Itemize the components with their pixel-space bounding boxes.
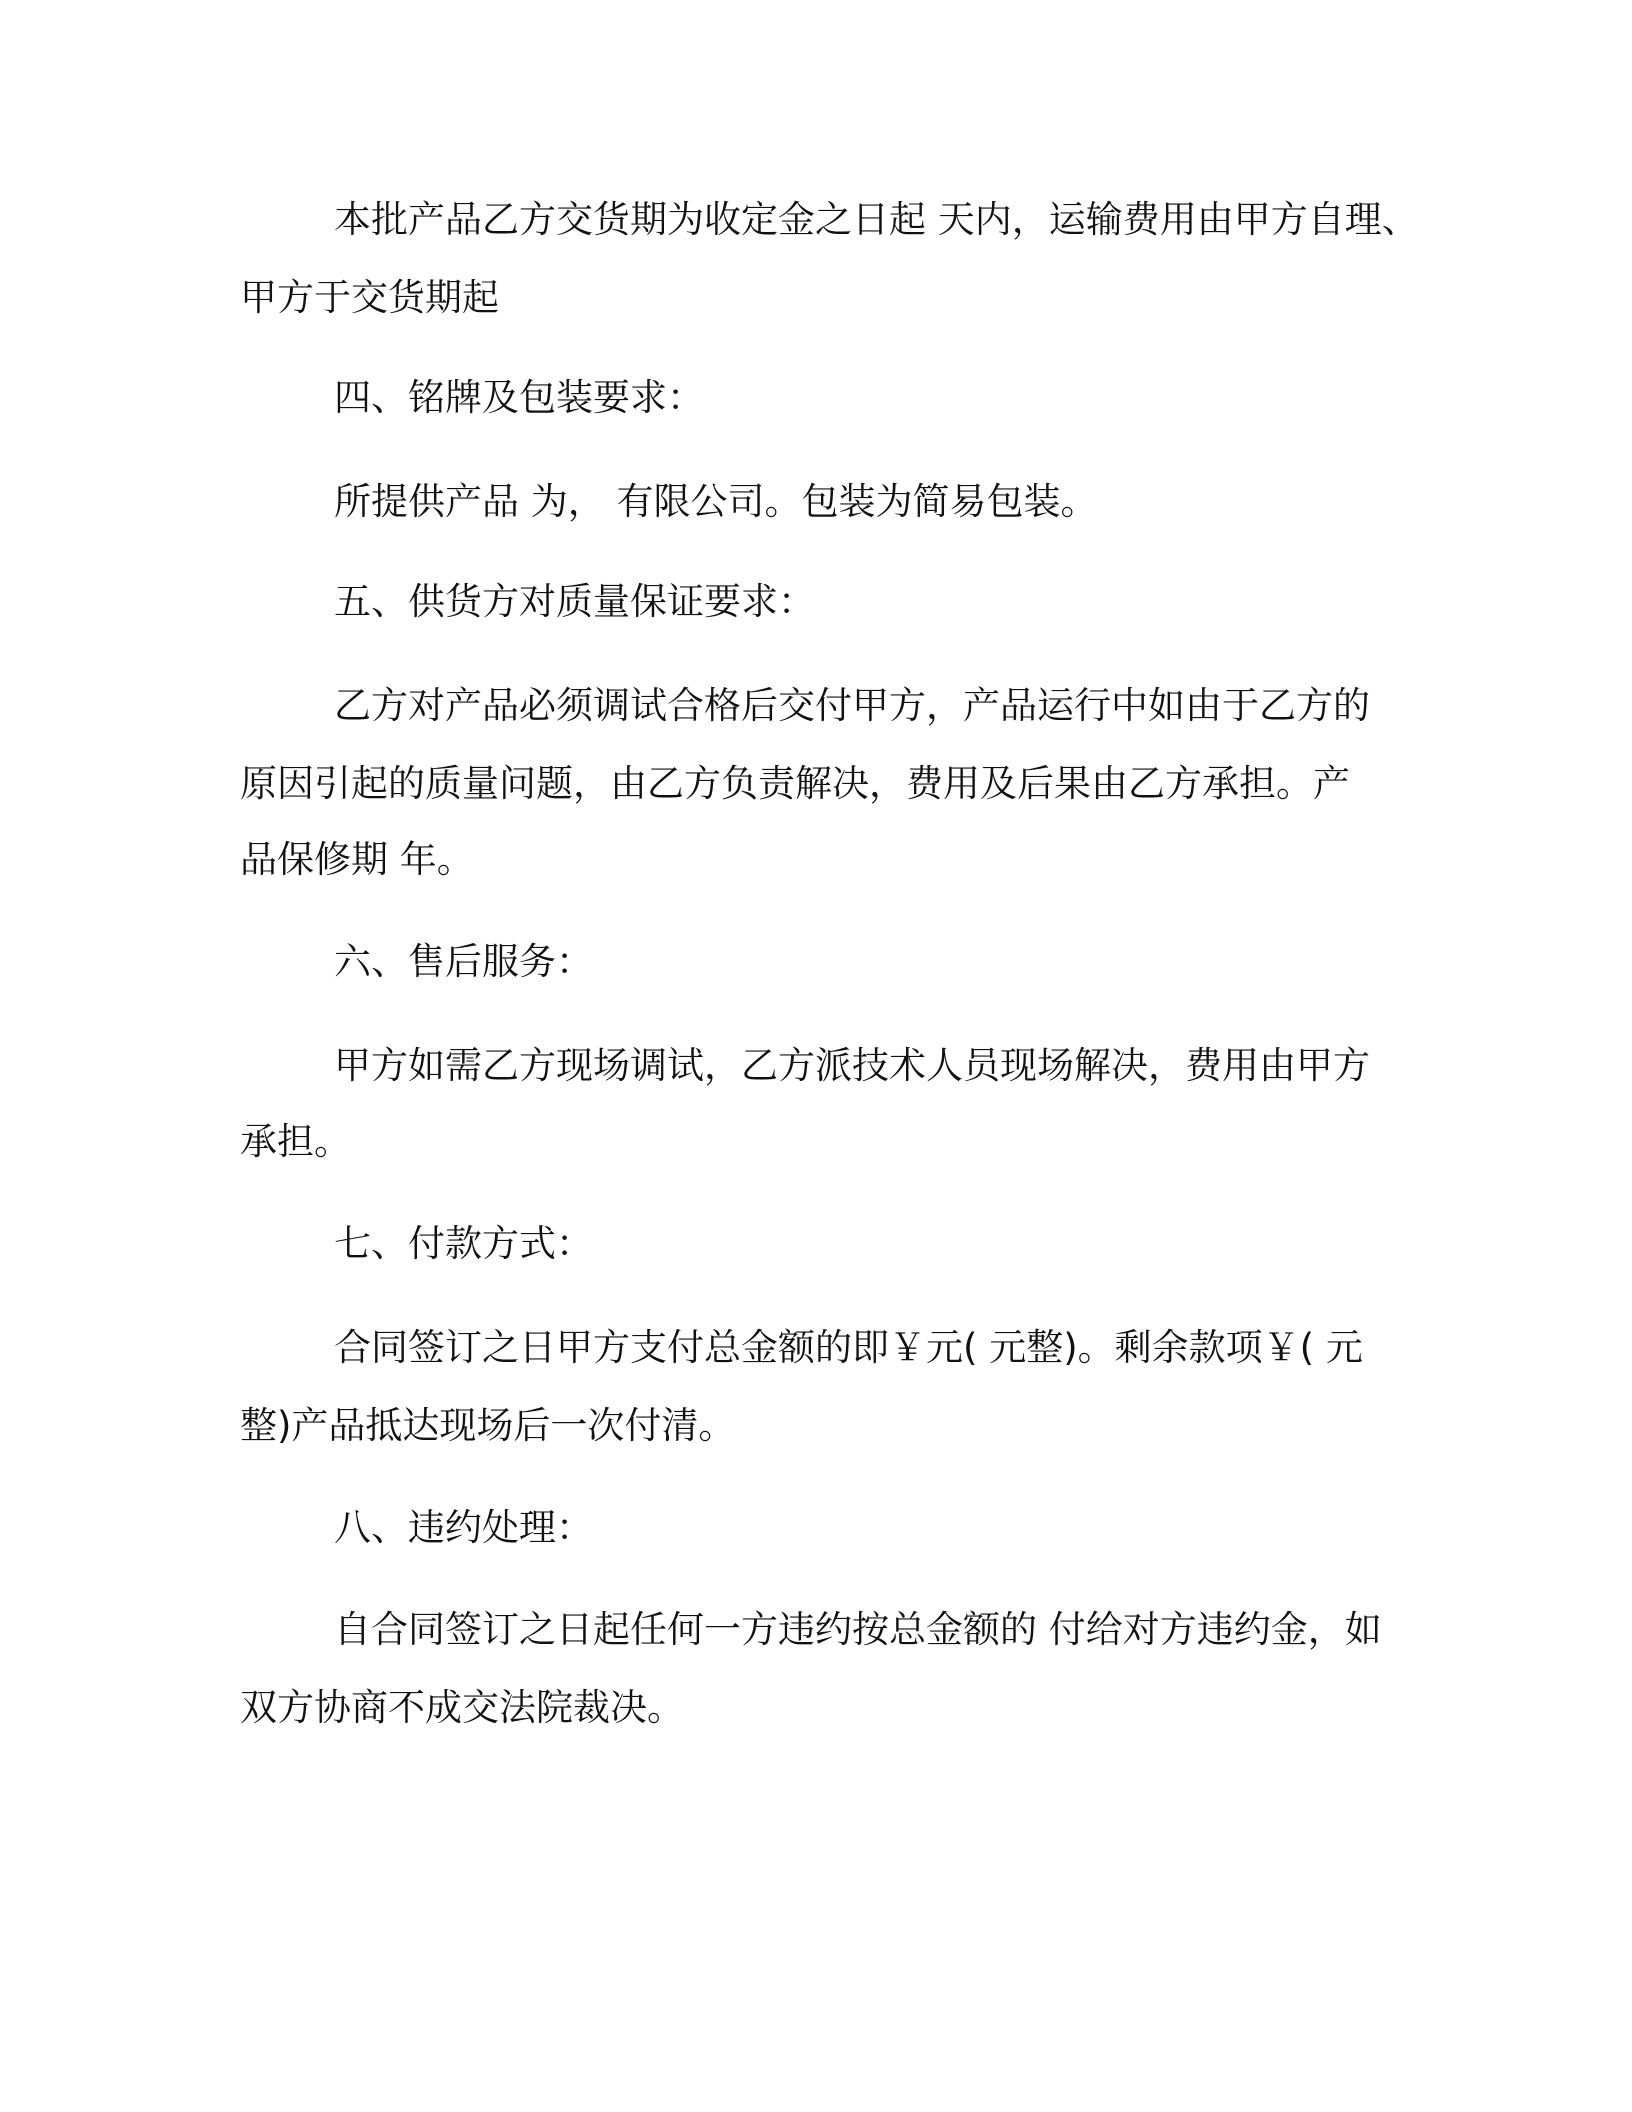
paragraph-packaging: 所提供产品 为， 有限公司。包装为简易包装。 xyxy=(334,480,1098,523)
paragraph-payment-line-1: 合同签订之日甲方支付总金额的即￥元( 元整)。剩余款项￥( 元 xyxy=(334,1326,1363,1369)
paragraph-quality-line-1: 乙方对产品必须调试合格后交付甲方，产品运行中如由于乙方的 xyxy=(334,684,1370,727)
section-heading-breach: 八、违约处理： xyxy=(334,1506,593,1549)
section-heading-nameplate-packaging: 四、铭牌及包装要求： xyxy=(334,376,704,419)
paragraph-delivery-line-2: 甲方于交货期起 xyxy=(240,276,499,319)
paragraph-after-sales-line-2: 承担。 xyxy=(240,1120,351,1163)
paragraph-quality-line-3: 品保修期 年。 xyxy=(240,838,474,881)
section-heading-quality-guarantee: 五、供货方对质量保证要求： xyxy=(334,580,815,623)
paragraph-payment-line-2: 整)产品抵达现场后一次付清。 xyxy=(240,1404,736,1447)
paragraph-breach-line-1: 自合同签订之日起任何一方违约按总金额的 付给对方违约金，如 xyxy=(334,1608,1382,1651)
paragraph-breach-line-2: 双方协商不成交法院裁决。 xyxy=(240,1686,684,1729)
paragraph-delivery-line-1: 本批产品乙方交货期为收定金之日起 天内，运输费用由甲方自理、 xyxy=(334,198,1419,241)
section-heading-after-sales: 六、售后服务： xyxy=(334,940,593,983)
paragraph-after-sales-line-1: 甲方如需乙方现场调试，乙方派技术人员现场解决，费用由甲方 xyxy=(334,1044,1370,1087)
section-heading-payment: 七、付款方式： xyxy=(334,1222,593,1265)
paragraph-quality-line-2: 原因引起的质量问题，由乙方负责解决，费用及后果由乙方承担。产 xyxy=(240,762,1350,805)
